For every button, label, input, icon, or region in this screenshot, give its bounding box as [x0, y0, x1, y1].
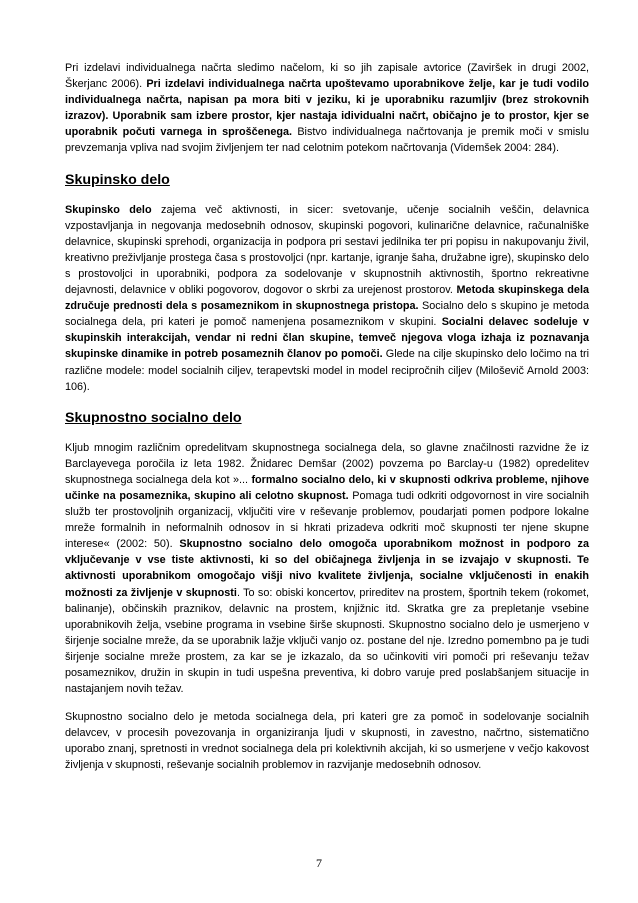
bold-text-run: Socialni delavec sodeluje v skupinskih interakcijah, vendar ni redni član skupine, temveč njegova vloga izhaja iz poznavanja skupinske dinamike in potreb posameznih članov po pomoči.: [65, 316, 589, 361]
bold-text-run: Metoda skupinskega dela zdručuje prednosti dela s posameznikom in skupnostnega pristopa.: [65, 284, 589, 313]
paragraph-group-work: [65, 202, 589, 395]
text-run: . To so: obiski koncertov, prireditev na prostem, športnih tekem (rokomet, balinanje), občinskih praznikov, delavnic na prostem, knjižnic itd. Skratka gre za prepletanje vsebine uporabnikovih želja, vsebine programa in vsebine širše skupnosti. Skupnostno socialno delo je usmerjeno v širjenje socialne mreže, da se uporabnik lažje vključi vanjo oz. postane del nje. Izredno pomembno pa je tudi širjenje socialne mreže prostem, za kar se je izkazalo, da so učinkoviti viri pomoči pri reševanju težav posameznikov, družin in skupin in tudi uspešna preventiva, ki dobro varuje pred poslabšanjem situacije in nastajanjem novih težav.: [65, 586, 589, 696]
text-run: Kljub mnogim različnim opredelitvam skupnostnega socialnega dela, so glavne značilnosti razvidne že iz Barclayevega poročila iz leta 1982. Žnidarec Demšar (2002) povzema po Barclay-u (1982) opredelitev skupnostnega socialnega dela kot »...: [65, 441, 589, 486]
bold-text-run: Skupnostno socialno delo omogoča uporabnikom možnost in podporo za vključevanje v vse tiste aktivnosti, ki so del običajnega življenja in se izvajajo v skupnosti. Te aktivnosti uporabnikom omogočajo višji nivo kvalitete življenja, socialne vključenosti in enakih možnosti za življenje v skupnosti: [65, 538, 589, 599]
text-run: Socialno delo s skupino je metoda socialnega dela, pri kateri je pomoč namenjena posameznikom v skupini.: [65, 300, 589, 329]
heading-community-work: Skupnostno socialno delo: [65, 409, 242, 426]
text-run: zajema več aktivnosti, in sicer: svetovanje, učenje socialnih veščin, delavnica vzpostavljanja in negovanja medosebnih odnosov, skupinski pogovori, kulinarične delavnice, računalniške delavnice, skupinski sprehodi, organizacija in podpora pri sestavi jedilnika ter pri popisu in nakupovanju živil, kreativno preživljanje prostega časa s prostovoljci (npr. kartanje, igranje šaha, družabne igre), skupinsko delo s prostovoljci in uporabniki, podpora za sodelovanje v skupnostnih aktivnostih, športno rekreativne dejavnosti, delavnice v obliki pogovorov, dogovor o skrbi za urejenost prostorov.: [65, 203, 589, 297]
heading-group-work: Skupinsko delo: [65, 171, 170, 188]
bold-text-run: formalno socialno delo, ki v skupnosti odkriva probleme, njihove učinke na posameznika, skupino ali celotno skupnost.: [65, 473, 589, 502]
paragraph-community-work: [65, 440, 589, 698]
text-run: Pomaga tudi odkriti odgovornost in vire socialnih služb ter prostovoljnih organizacij, vključiti vire v reševanje problemov, poudarjati pomen podpore lokalne mreže formalnih in neformalnih odnosov in si hkrati prizadeva odkriti moč skupnosti ter njene skupne interese« (2002: 50).: [65, 489, 589, 551]
document-page: [65, 60, 589, 774]
paragraph-community-method: Skupnostno socialno delo je metoda socialnega dela, pri kateri gre za pomoč in sodelovanje socialnih delavcev, v procesih povezovanja in organiziranja ljudi v skupnosti, in zavestno, načrtno, sistematično uporabo znanj, spretnosti in vrednot socialnega dela pri kolektivnih akcijah, ki so usmerjene v večjo kakovost življenja v skupnosti, reševanje socialnih problemov in razvijanje medosebnih odnosov.: [65, 711, 589, 772]
page-number: 7: [316, 856, 322, 870]
text-run: Pri izdelavi individualnega načrta sledimo načelom, ki so jih zapisale avtorice (Zaviršek in drugi 2002, Škerjanc 2006).: [65, 62, 589, 91]
bold-text-run: Skupinsko delo: [65, 203, 152, 216]
text-run: Bistvo individualnega načrtovanja je premik moči v smislu prevzemanja vpliva nad svojim življenjem ter nad celotnim potekom načrtovanja (Videmšek 2004: 284).: [65, 126, 589, 155]
paragraph-individual-plan: [65, 60, 589, 157]
bold-text-run: Pri izdelavi individualnega načrta upoštevamo uporabnikove želje, kar je tudi vodilo individualnega načrta, napisan pa mora biti v jeziku, ki je uporabniku razumljiv (brez strokovnih izrazov). Uporabnik sam izbere prostor, kjer nastaja idividualni načrt, običajno je to prostor, kjer se uporabnik počuti varnega in sproščenega.: [65, 78, 589, 139]
text-run: Glede na cilje skupinsko delo ločimo na tri različne modele: model socialnih ciljev, terapevtski model in model recipročnih ciljev (Miloševič Arnold 2003: 106).: [65, 348, 589, 393]
